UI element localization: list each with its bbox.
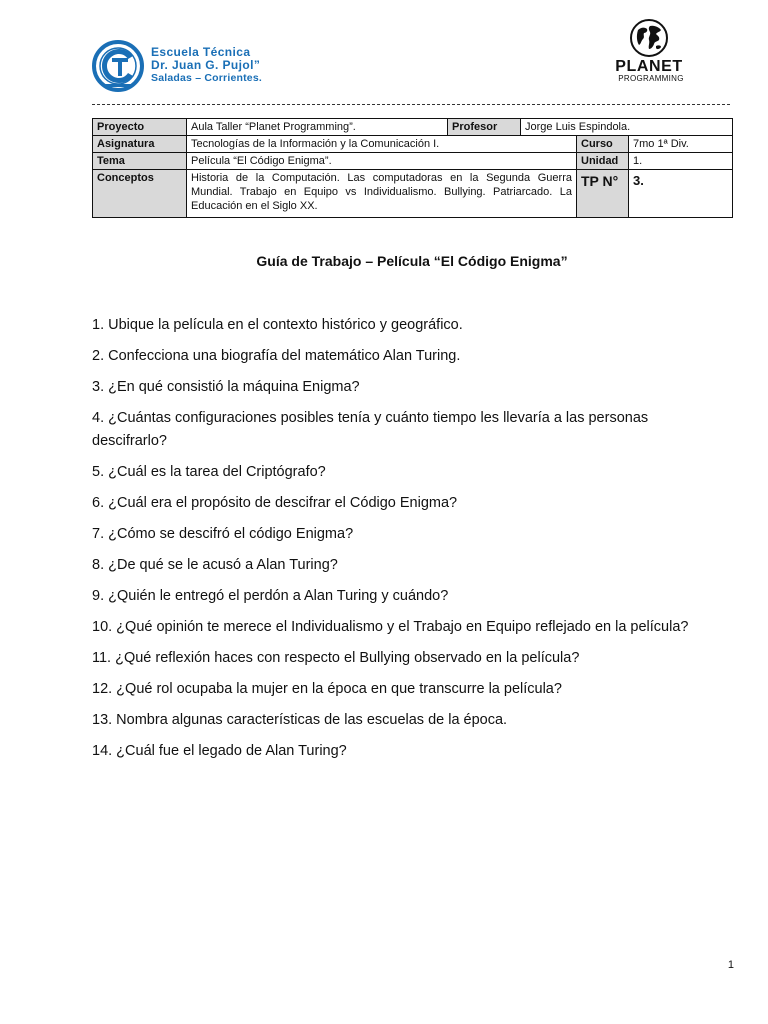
question-item: 12. ¿Qué rol ocupaba la mujer en la época en que transcurre la película? bbox=[92, 681, 562, 697]
school-name bbox=[151, 46, 262, 85]
header-divider bbox=[92, 104, 730, 105]
conceptos-label: Conceptos bbox=[93, 170, 187, 218]
profesor-value: Jorge Luis Espindola. bbox=[521, 119, 733, 136]
school-location: Saladas – Corrientes. bbox=[151, 72, 262, 84]
question-item: 10. ¿Qué opinión te merece el Individualismo y el Trabajo en Equipo reflejado en la película? bbox=[92, 619, 689, 635]
proyecto-value: Aula Taller “Planet Programming”. bbox=[187, 119, 448, 136]
planet-subtitle: PROGRAMMING bbox=[618, 74, 684, 83]
unidad-label: Unidad bbox=[577, 153, 629, 170]
table-row bbox=[93, 119, 733, 136]
school-name-line2: Dr. Juan G. Pujol” bbox=[151, 58, 261, 72]
question-list bbox=[92, 314, 726, 771]
document-header bbox=[0, 0, 768, 110]
table-row bbox=[93, 153, 733, 170]
question-item: 2. Confecciona una biografía del matemático Alan Turing. bbox=[92, 348, 461, 364]
question-item: 13. Nombra algunas características de las escuelas de la época. bbox=[92, 712, 508, 728]
question-item: 9. ¿Quién le entregó el perdón a Alan Turing y cuándo? bbox=[92, 588, 449, 604]
question-item: 5. ¿Cuál es la tarea del Criptógrafo? bbox=[92, 464, 326, 480]
question-item: 4. ¿Cuántas configuraciones posibles tenía y cuánto tiempo les llevaría a las personas descifrarlo? bbox=[92, 410, 649, 449]
question-item: 11. ¿Qué reflexión haces con respecto el Bullying observado en la película? bbox=[92, 650, 580, 666]
curso-value: 7mo 1ª Div. bbox=[629, 136, 733, 153]
conceptos-value: Historia de la Computación. Las computadoras en la Segunda Guerra Mundial. Trabajo en Equipo vs Individualismo. Bullying. Patriarcado. La Educación en el Siglo XX. bbox=[187, 170, 577, 218]
question-item: 6. ¿Cuál era el propósito de descifrar el Código Enigma? bbox=[92, 495, 458, 511]
tp-number-label: TP N° bbox=[577, 170, 629, 218]
page-number: 1 bbox=[727, 959, 734, 971]
question-item: 7. ¿Cómo se descifró el código Enigma? bbox=[92, 526, 354, 542]
tema-label: Tema bbox=[93, 153, 187, 170]
asignatura-value: Tecnologías de la Información y la Comunicación I. bbox=[187, 136, 577, 153]
table-row bbox=[93, 170, 733, 218]
question-item: 8. ¿De qué se le acusó a Alan Turing? bbox=[92, 557, 338, 573]
unidad-value: 1. bbox=[629, 153, 733, 170]
proyecto-label: Proyecto bbox=[93, 119, 187, 136]
question-item: 1. Ubique la película en el contexto histórico y geográfico. bbox=[92, 317, 463, 333]
tp-number-value: 3. bbox=[629, 170, 733, 218]
school-logo-icon bbox=[92, 40, 144, 92]
curso-label: Curso bbox=[577, 136, 629, 153]
planet-programming-logo bbox=[596, 18, 702, 92]
asignatura-label: Asignatura bbox=[93, 136, 187, 153]
school-name-line1: Escuela Técnica bbox=[151, 45, 251, 59]
profesor-label: Profesor bbox=[448, 119, 521, 136]
question-item: 3. ¿En qué consistió la máquina Enigma? bbox=[92, 379, 360, 395]
course-info-table bbox=[92, 118, 733, 218]
guide-title: Guía de Trabajo – Película “El Código Enigma” bbox=[256, 253, 568, 269]
table-row bbox=[93, 136, 733, 153]
globe-icon bbox=[629, 18, 669, 58]
planet-title: PLANET bbox=[615, 58, 683, 75]
question-item: 14. ¿Cuál fue el legado de Alan Turing? bbox=[92, 743, 347, 759]
tema-value: Película “El Código Enigma”. bbox=[187, 153, 577, 170]
